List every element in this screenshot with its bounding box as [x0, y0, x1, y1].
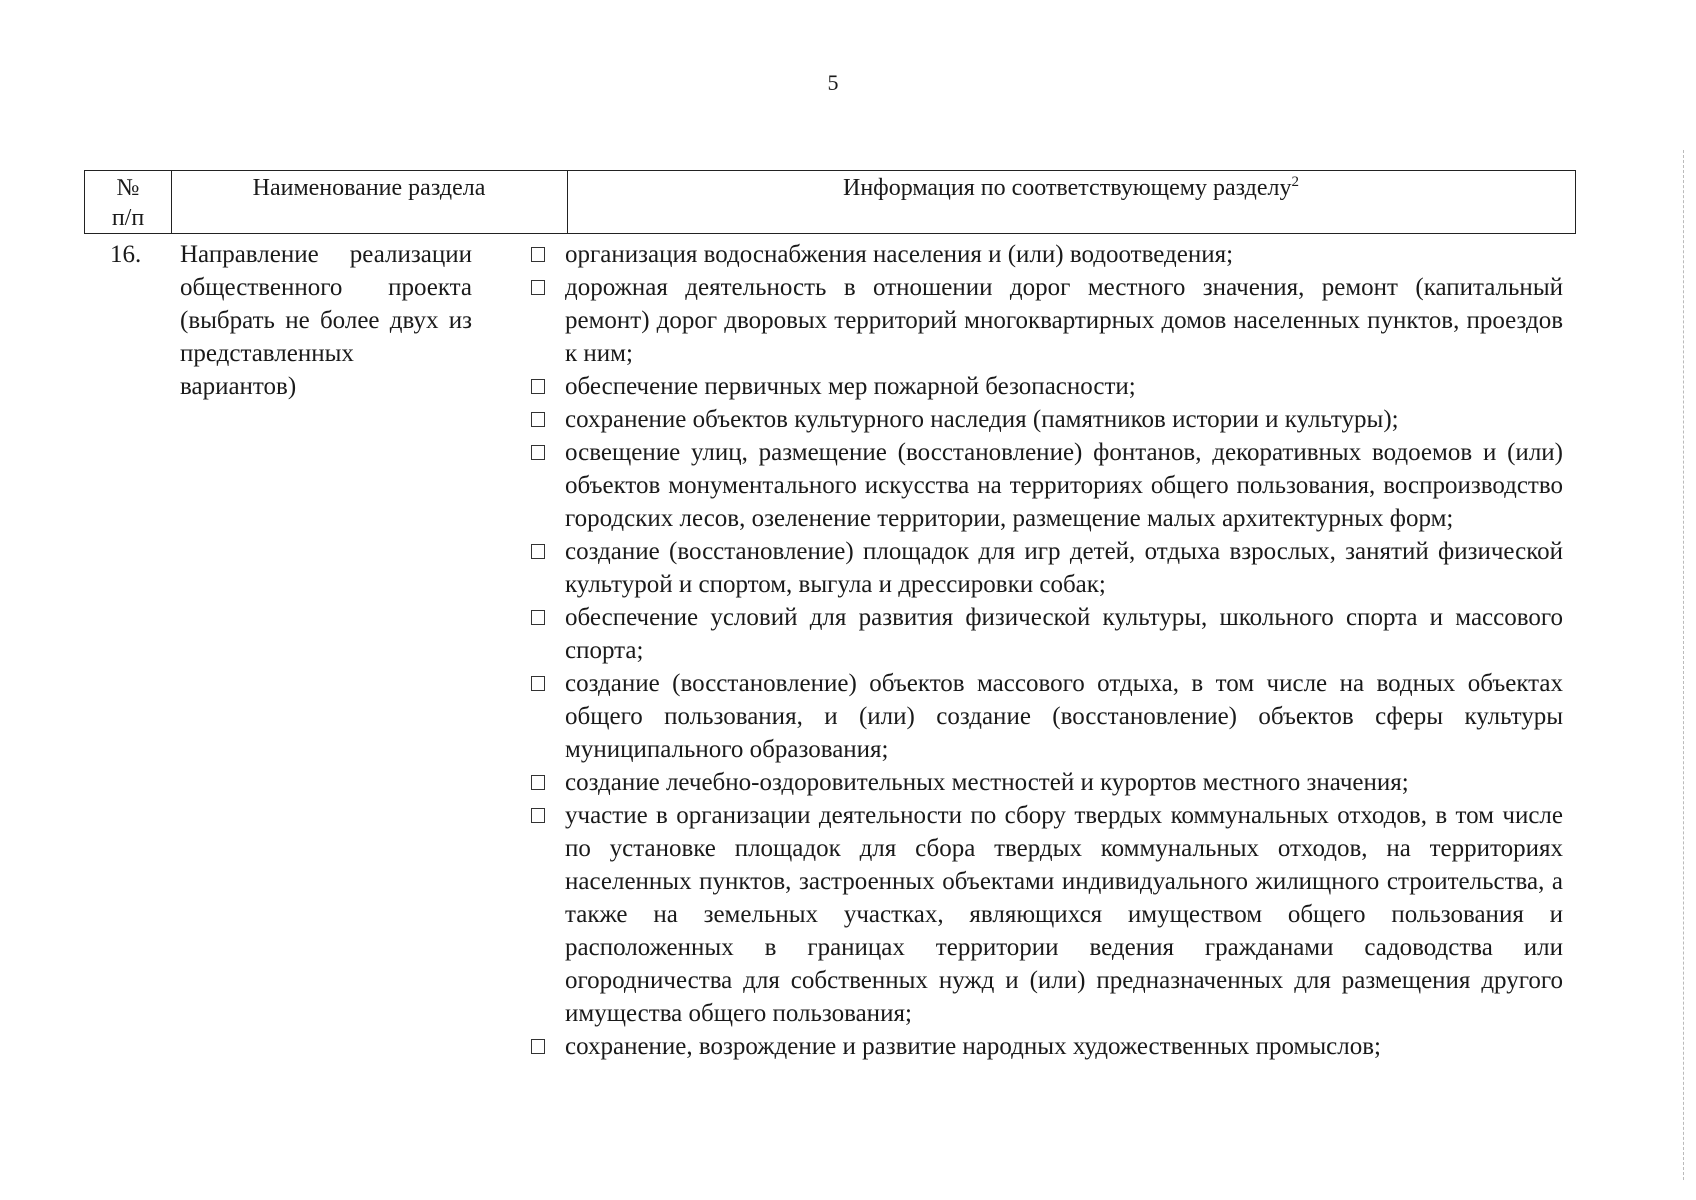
option-item	[527, 271, 1563, 370]
checkbox[interactable]	[531, 412, 545, 427]
header-number-abbr: п/п	[111, 205, 145, 231]
option-text: сохранение, возрождение и развитие народных художественных промыслов;	[565, 1033, 1381, 1060]
option-item	[527, 799, 1563, 1030]
checkbox[interactable]	[531, 676, 545, 691]
option-text: дорожная деятельность в отношении дорог местного значения, ремонт (капитальный ремонт) дорог дворовых территорий многоквартирных домов населенных пунктов, проездов к ним;	[565, 274, 1563, 367]
page-number: 5	[827, 70, 839, 95]
checkbox[interactable]	[531, 610, 545, 625]
option-item	[527, 403, 1563, 436]
footnote-marker: 2	[1291, 174, 1299, 190]
checkbox[interactable]	[531, 808, 545, 823]
header-number-symbol: №	[116, 175, 140, 201]
row-section-name: Направление реализации общественного проекта (выбрать не более двух из представленных вариантов)	[180, 241, 472, 400]
option-text: освещение улиц, размещение (восстановление) фонтанов, декоративных водоемов и (или) объектов монументального искусства на территориях общего пользования, воспроизводство городских лесов, озеленение территории, размещение малых архитектурных форм;	[565, 439, 1563, 532]
checkbox[interactable]	[531, 379, 545, 394]
option-text: сохранение объектов культурного наследия (памятников истории и культуры);	[565, 406, 1399, 433]
row-number: 16.	[110, 241, 142, 268]
option-item	[527, 601, 1563, 667]
option-text: создание (восстановление) площадок для игр детей, отдыха взрослых, занятий физической культурой и спортом, выгула и дрессировки собак;	[565, 538, 1563, 598]
option-text: участие в организации деятельности по сбору твердых коммунальных отходов, в том числе по установке площадок для сбора твердых коммунальных отходов, на территориях населенных пунктов, застроенных объектами индивидуального жилищного строительства, а также на земельных участках, являющихся имуществом общего пользования и расположенных в границах территории ведения гражданами садоводства или огородничества для собственных нужд и (или) предназначенных для размещения другого имущества общего пользования;	[565, 802, 1563, 1027]
option-item	[527, 766, 1563, 799]
option-text: обеспечение условий для развития физической культуры, школьного спорта и массового спорта;	[565, 604, 1563, 664]
header-number-column	[85, 173, 171, 233]
option-item	[527, 1030, 1563, 1063]
checkbox[interactable]	[531, 445, 545, 460]
option-text: создание лечебно-оздоровительных местностей и курортов местного значения;	[565, 769, 1409, 796]
option-item	[527, 238, 1563, 271]
checkbox[interactable]	[531, 544, 545, 559]
table-header	[84, 170, 1576, 234]
option-item	[527, 667, 1563, 766]
options-list	[527, 238, 1563, 1063]
checkbox[interactable]	[531, 280, 545, 295]
option-item	[527, 535, 1563, 601]
option-item	[527, 436, 1563, 535]
header-section-info	[567, 173, 1575, 203]
checkbox[interactable]	[531, 775, 545, 790]
option-text: организация водоснабжения населения и (или) водоотведения;	[565, 241, 1234, 268]
header-section-name: Наименование раздела	[252, 175, 486, 201]
option-text: создание (восстановление) объектов массового отдыха, в том числе на водных объектах общего пользования, и (или) создание (восстановление) объектов сферы культуры муниципального образования;	[565, 670, 1563, 763]
header-section-info-text: Информация по соответствующему разделу	[843, 175, 1292, 201]
scan-margin-line	[1683, 150, 1684, 1180]
option-item	[527, 370, 1563, 403]
checkbox[interactable]	[531, 1039, 545, 1054]
checkbox[interactable]	[531, 247, 545, 262]
option-text: обеспечение первичных мер пожарной безопасности;	[565, 373, 1136, 400]
